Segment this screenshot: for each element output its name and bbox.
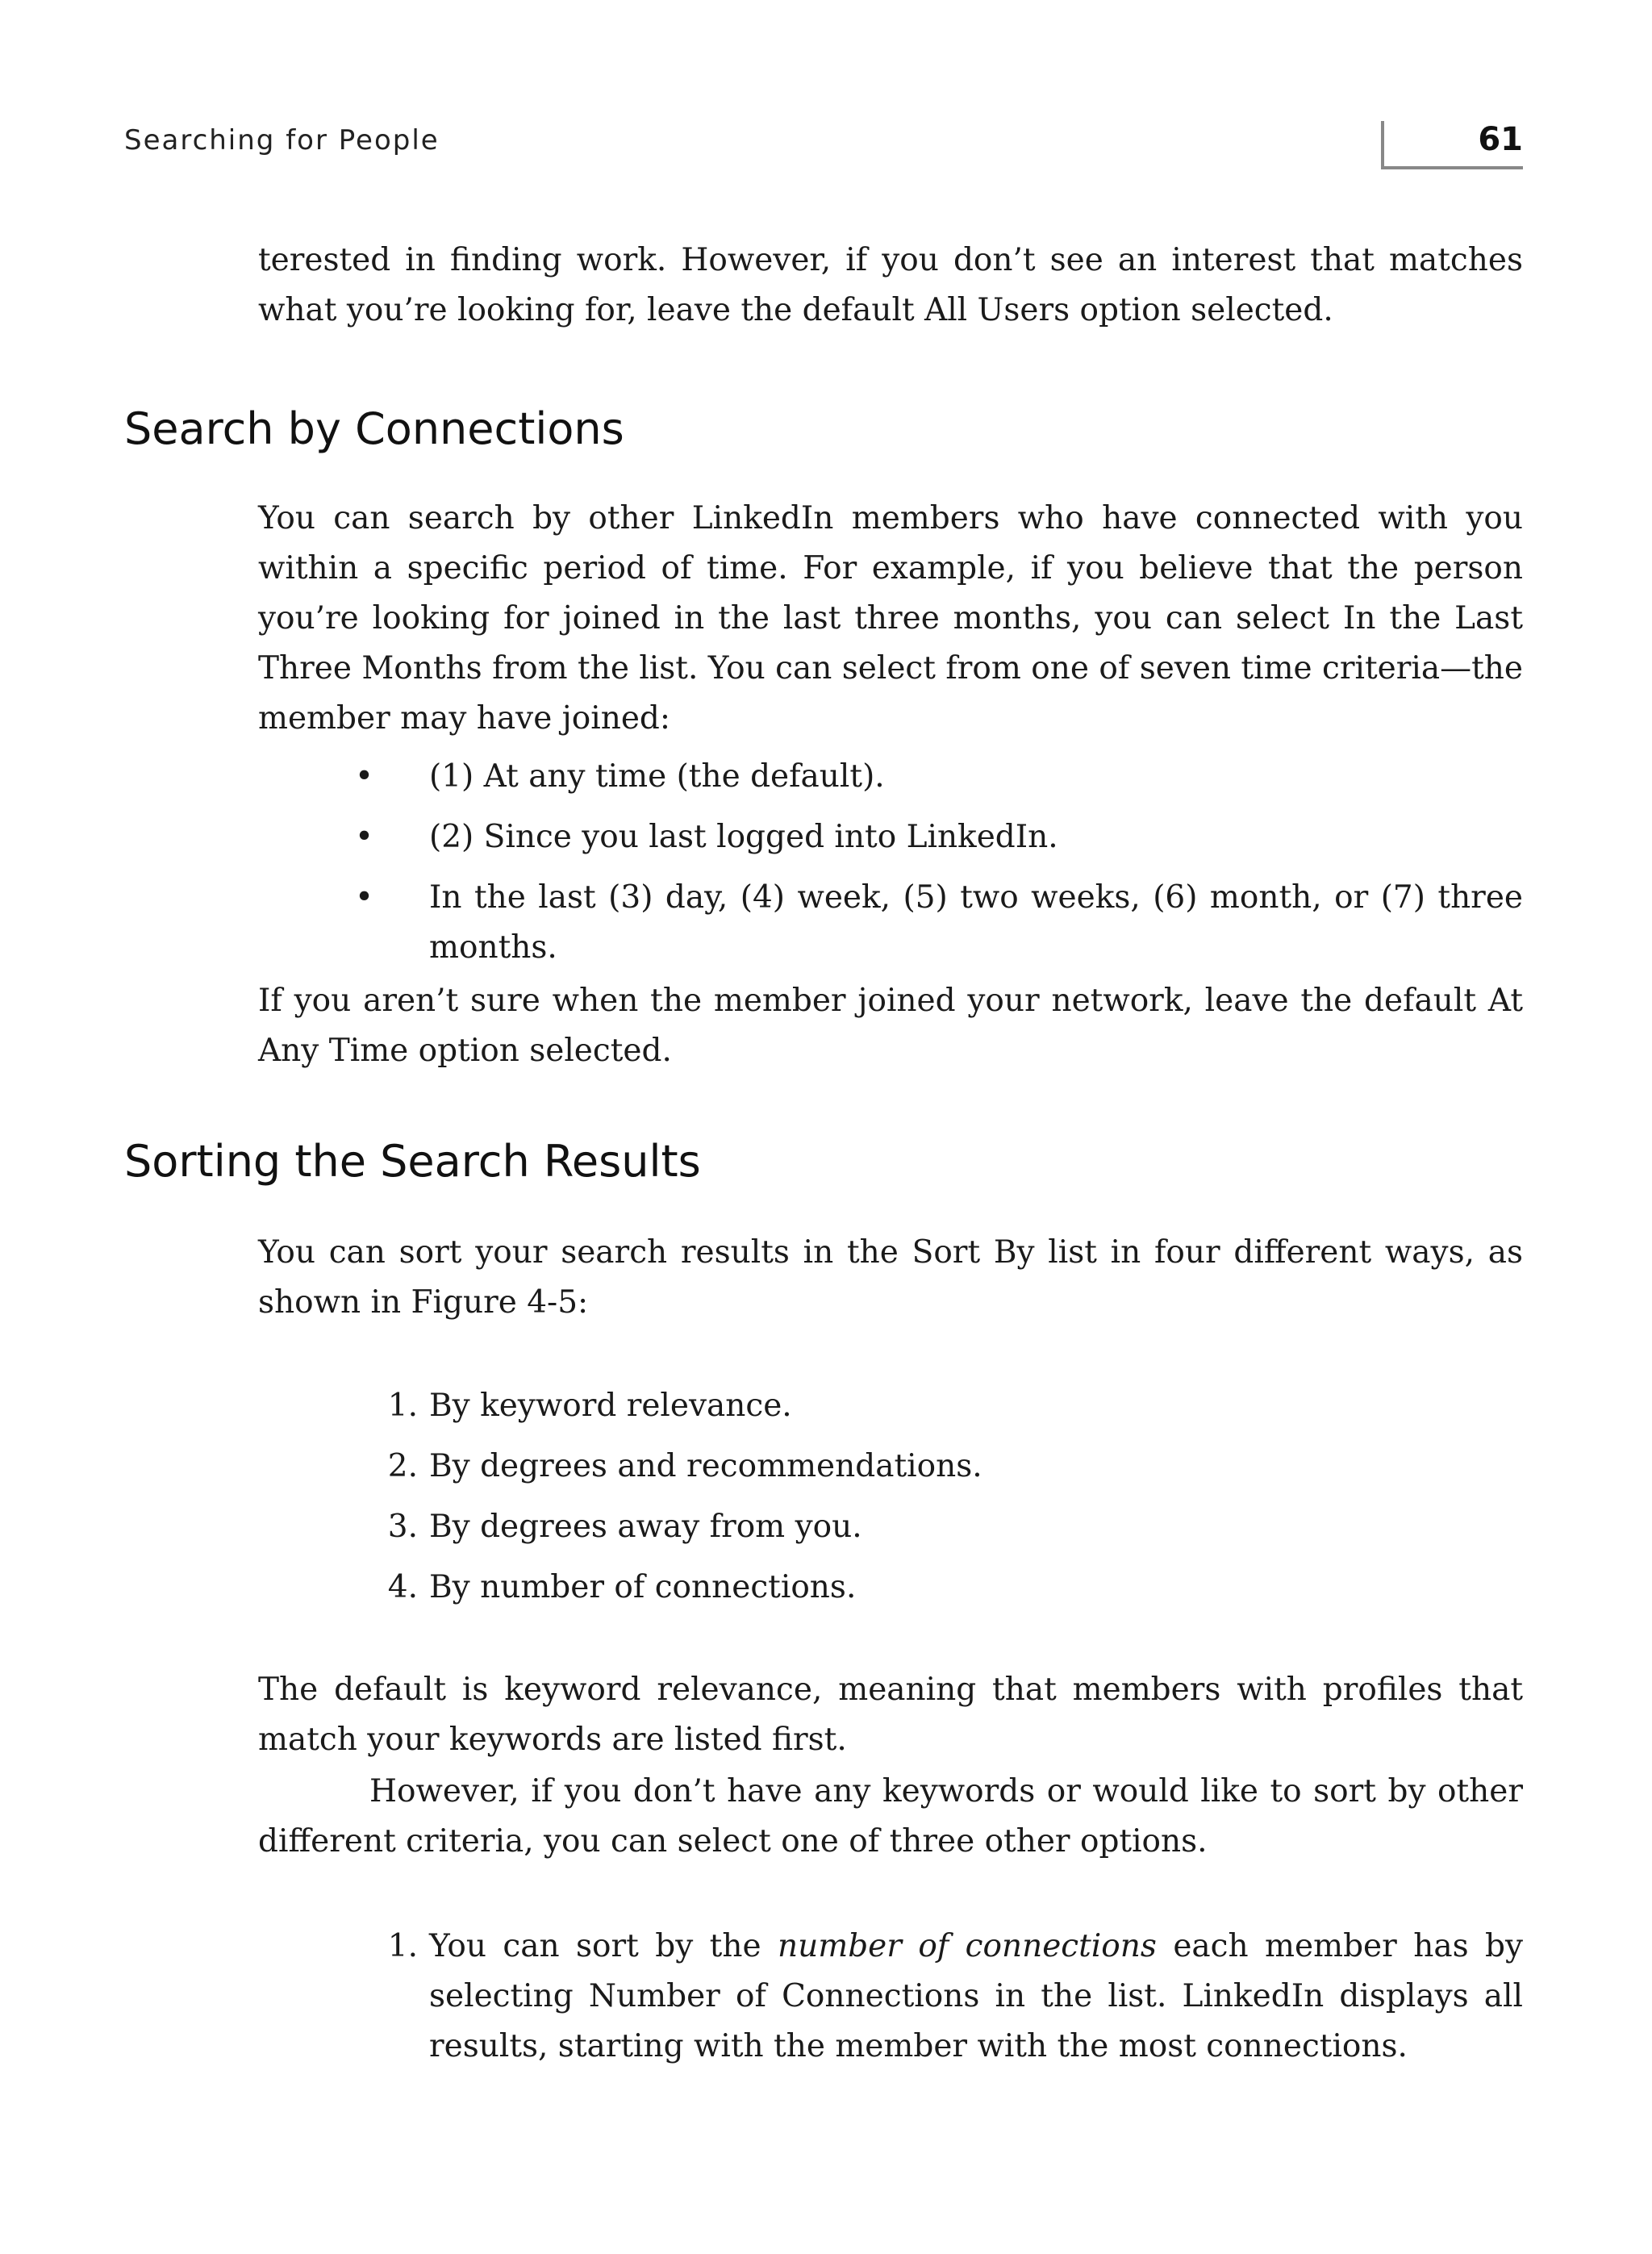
bullet-icon: • (355, 758, 374, 795)
emphasis-text: number of connections (777, 1928, 1157, 1964)
running-head: Searching for People (124, 124, 440, 157)
section-heading-search-by-connections: Search by Connections (124, 403, 624, 454)
time-criteria-list (339, 752, 1523, 983)
list-item-text: You can sort by the number of connections each member has by selecting Number of Connections in the list. LinkedIn displays all results, starting with the member with the most connections. (429, 1928, 1524, 2064)
list-item: 2. By degrees and recommendations. (387, 1448, 982, 1484)
paragraph-default-at-any-time: If you aren’t sure when the member joined your network, leave the default At Any Time option selected. (258, 983, 1523, 1069)
bullet-icon: • (355, 819, 374, 855)
options-list-item (339, 1922, 1523, 2072)
list-item: 1. By keyword relevance. (387, 1388, 792, 1424)
list-number: 1. (387, 1928, 418, 1964)
paragraph-continued: terested in finding work. However, if you don’t see an interest that matches what you’re looking for, leave the default All Users option selected. (258, 242, 1523, 328)
section-heading-sorting-results: Sorting the Search Results (124, 1136, 701, 1187)
paragraph-connections-intro: You can search by other LinkedIn members who have connected with you within a specific period of time. For example, if you believe that the person you’re looking for joined in the last three months, you can select In the Last Three Months from the list. You can select from one of seven time criteria—the member may have joined: (258, 500, 1523, 737)
list-item: 3. By degrees away from you. (387, 1509, 862, 1545)
paragraph-default-keyword-relevance: The default is keyword relevance, meaning that members with profiles that match your keywords are listed first. (258, 1672, 1523, 1758)
list-item: • In the last (3) day, (4) week, (5) two weeks, (6) month, or (7) three months. (339, 873, 1523, 973)
list-item: • (2) Since you last logged into LinkedIn. (339, 812, 1523, 862)
paragraph-other-options: However, if you don’t have any keywords or would like to sort by other different criteria, you can select one of three other options. (258, 1773, 1523, 1860)
paragraph-sort-intro: You can sort your search results in the Sort By list in four different ways, as shown in Figure 4-5: (258, 1234, 1523, 1321)
page-number-box (1381, 121, 1523, 169)
list-item: 4. By number of connections. (387, 1569, 857, 1605)
page-number: 61 (1478, 121, 1523, 158)
sort-options-list (339, 1381, 1523, 1623)
list-item: • (1) At any time (the default). (339, 752, 1523, 802)
bullet-icon: • (355, 879, 374, 916)
